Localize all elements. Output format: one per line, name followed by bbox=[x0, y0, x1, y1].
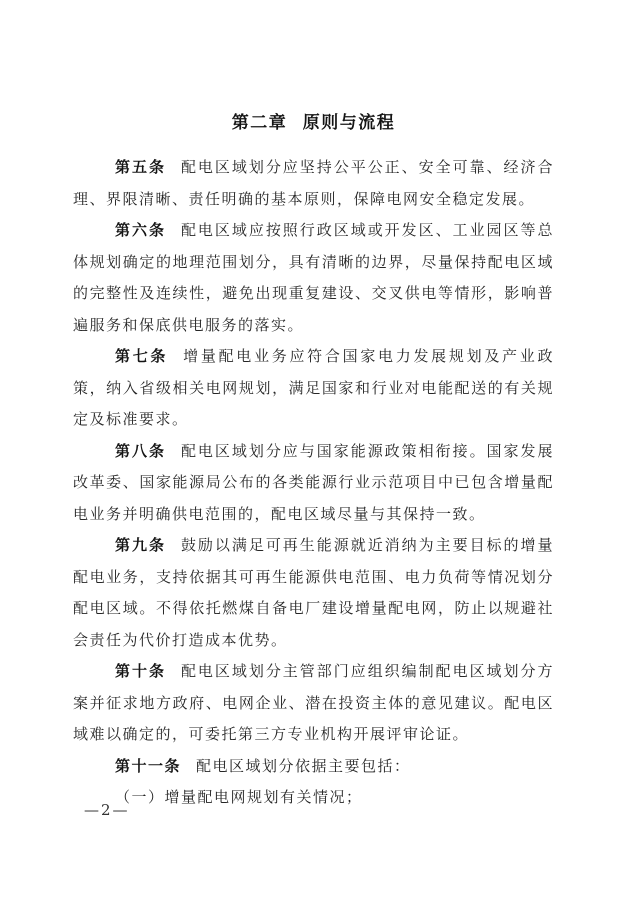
list-item-text: （一）增量配电网规划有关情况； bbox=[115, 788, 363, 806]
article-text: 配电区域划分主管部门应组织编制配电区域划分方案并征求地方政府、电网企业、潜在投资主体的意见建议。配电区域难以确定的，可委托第三方专业机构开展评审论证。 bbox=[73, 662, 554, 743]
article-number: 第九条 bbox=[115, 536, 166, 554]
article-paragraph-6 bbox=[73, 215, 554, 341]
article-number: 第六条 bbox=[115, 221, 166, 239]
article-number: 第八条 bbox=[115, 441, 166, 460]
chapter-title: 第二章 原则与流程 bbox=[231, 113, 396, 133]
article-number: 第五条 bbox=[115, 158, 166, 176]
article-number: 第七条 bbox=[115, 347, 169, 365]
page-number: —2— bbox=[84, 801, 130, 819]
article-paragraph-8 bbox=[73, 436, 554, 531]
article-text: 配电区域划分应坚持公平公正、安全可靠、经济合理、界限清晰、责任明确的基本原则，保障电网安全稳定发展。 bbox=[73, 158, 554, 208]
article-paragraph-5 bbox=[73, 152, 554, 215]
list-item-1 bbox=[73, 782, 554, 814]
article-number: 第十条 bbox=[115, 662, 166, 680]
article-text: 配电区域应按照行政区域或开发区、工业园区等总体规划确定的地理范围划分，具有清晰的边界，尽量保持配电区域的完整性及连续性，避免出现重复建设、交叉供电等情形，影响普遍服务和保底供电服务的落实。 bbox=[73, 221, 554, 334]
article-text: 配电区域划分应与国家能源政策相衔接。国家发展改革委、国家能源局公布的各类能源行业示范项目中已包含增量配电业务并明确供电范围的，配电区域尽量与其保持一致。 bbox=[73, 441, 554, 523]
article-text: 配电区域划分依据主要包括： bbox=[196, 756, 411, 775]
article-paragraph-7 bbox=[73, 341, 554, 436]
article-text: 增量配电业务应符合国家电力发展规划及产业政策，纳入省级相关电网规划，满足国家和行业对电能配送的有关规定及标准要求。 bbox=[73, 347, 554, 428]
article-paragraph-11 bbox=[73, 751, 554, 783]
article-paragraph-10 bbox=[73, 656, 554, 751]
document-content bbox=[73, 110, 554, 814]
article-text: 鼓励以满足可再生能源就近消纳为主要目标的增量配电业务，支持依据其可再生能源供电范围、电力负荷等情况划分配电区域。不得依托燃煤自备电厂建设增量配电网，防止以规避社会责任为代价打造成本优势。 bbox=[73, 536, 554, 649]
article-paragraph-9 bbox=[73, 530, 554, 656]
article-number: 第十一条 bbox=[115, 756, 182, 775]
